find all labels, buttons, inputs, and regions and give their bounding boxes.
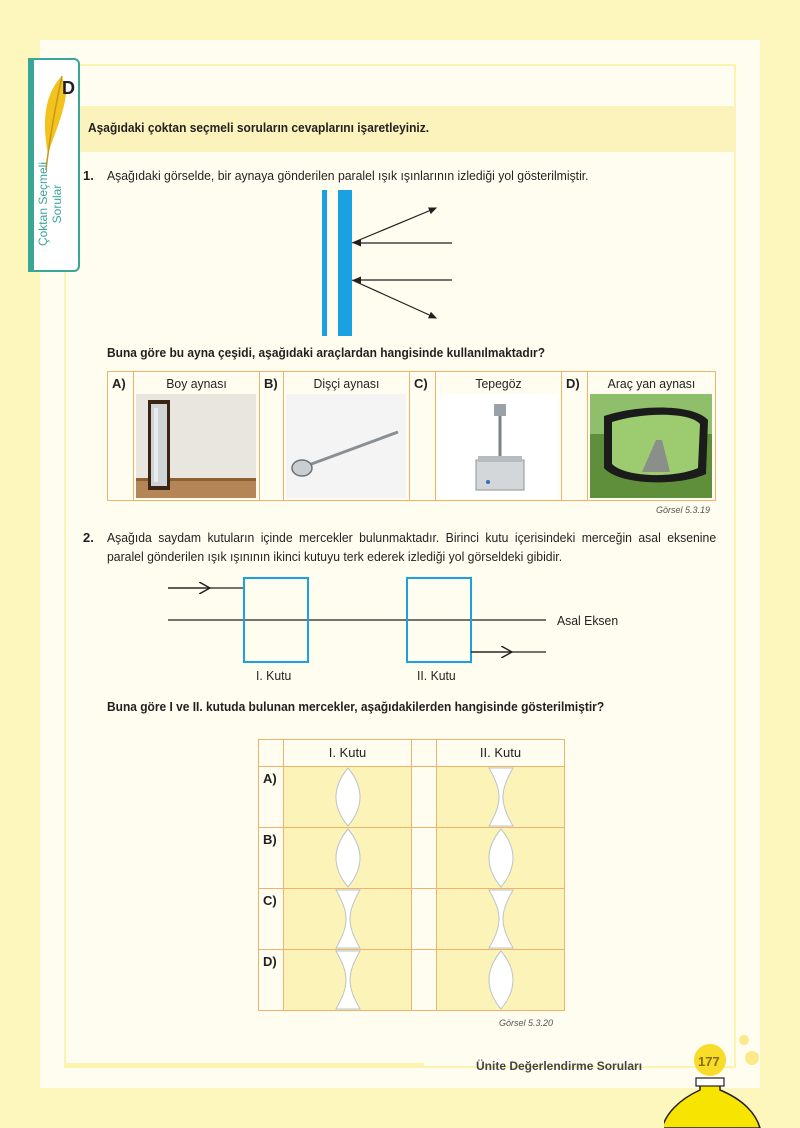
question-2-text: Aşağıda saydam kutuların içinde mercekler bulunmaktadır. Birinci kutu içerisindeki merceğin asal eksenine paralel gönderilen ışık ışınının ikinci kutuyu terk ederek izlediği yol görseldeki gibidir. [107,530,717,564]
convex-lens-icon [335,828,361,888]
lens-cell-box2 [437,950,564,1010]
figure-2-caption: Görsel 5.3.20 [499,1018,554,1028]
option-d-cell[interactable] [588,372,715,500]
option-d-label: Araç yan aynası [607,376,696,391]
option-c-letter-cell [410,372,436,500]
overhead-projector-image [438,394,558,498]
flask-icon [664,1030,800,1128]
lens-options-table [258,739,565,1011]
concave-lens-icon [335,889,361,949]
option-a-letter[interactable]: A) [112,376,126,391]
section-tab [28,58,80,272]
option-c-label: Tepegöz [475,376,522,391]
option-c-cell[interactable] [436,372,562,500]
option-d-letter-cell [562,372,588,500]
question-1-prompt: Buna göre bu ayna çeşidi, aşağıdaki araçlardan hangisinde kullanılmaktadır? [107,345,546,360]
lens-option-letter[interactable]: A) [263,771,277,786]
option-b-letter-cell [260,372,284,500]
option-b-cell[interactable] [284,372,410,500]
option-b-label: Dişçi aynası [313,376,380,391]
figure-1-caption: Görsel 5.3.19 [656,505,711,515]
question-2-prompt: Buna göre I ve II. kutuda bulunan mercekler, aşağıdakilerden hangisinde gösterilmiştir? [107,699,605,714]
lens-cell-box2 [437,767,564,827]
section-label [36,144,64,264]
lens-cell-box2 [437,889,564,949]
lens-option-letter[interactable]: B) [263,832,277,847]
dental-mirror-image [286,394,406,498]
mirror-back [322,190,327,336]
convex-lens-icon [488,950,514,1010]
lens-cell-box1 [284,828,411,888]
convex-lens-icon [488,828,514,888]
box-1-label: I. Kutu [256,668,292,683]
option-a-label: Boy aynası [166,376,227,391]
concave-lens-icon [488,767,514,827]
question-1-text: Aşağıdaki görselde, bir aynaya gönderilen paralel ışık ışınlarının izlediği yol gösterilmiştir. [107,168,589,183]
axis-label: Asal Eksen [557,613,619,628]
footer-line [64,1063,424,1066]
instruction-text: Aşağıdaki çoktan seçmeli soruların cevaplarını işaretleyiniz. [88,120,430,135]
mirror-surface [338,190,352,336]
concave-lens-icon [335,950,361,1010]
car-side-mirror-image [590,394,712,498]
concave-lens-icon [488,889,514,949]
lens-cell-box2 [437,828,564,888]
option-a-cell[interactable] [134,372,260,500]
section-label-line2: Sorular [50,184,64,224]
full-length-mirror-image [136,394,256,498]
section-label-line1: Çoktan Seçmeli [36,161,50,247]
page-number: 177 [698,1054,720,1069]
option-d-letter[interactable]: D) [566,376,580,391]
convex-lens-icon [335,767,361,827]
lens-cell-box1 [284,950,411,1010]
question-1-number: 1. [83,168,94,183]
lens-cell-box1 [284,889,411,949]
header-box-2: II. Kutu [479,745,522,760]
lens-cell-box1 [284,767,411,827]
mirror-diagram [318,188,458,338]
question-1-options [107,371,716,501]
box-2-label: II. Kutu [417,668,456,683]
section-letter: D [62,78,75,98]
option-b-letter[interactable]: B) [264,376,278,391]
footer-text: Ünite Değerlendirme Soruları [476,1059,643,1073]
header-box-1: I. Kutu [328,745,367,760]
lens-option-letter[interactable]: C) [263,893,277,908]
lens-box-diagram [166,575,556,665]
option-c-letter[interactable]: C) [414,376,428,391]
question-2-number: 2. [83,530,94,545]
lens-option-letter[interactable]: D) [263,954,277,969]
option-a-letter-cell [108,372,134,500]
